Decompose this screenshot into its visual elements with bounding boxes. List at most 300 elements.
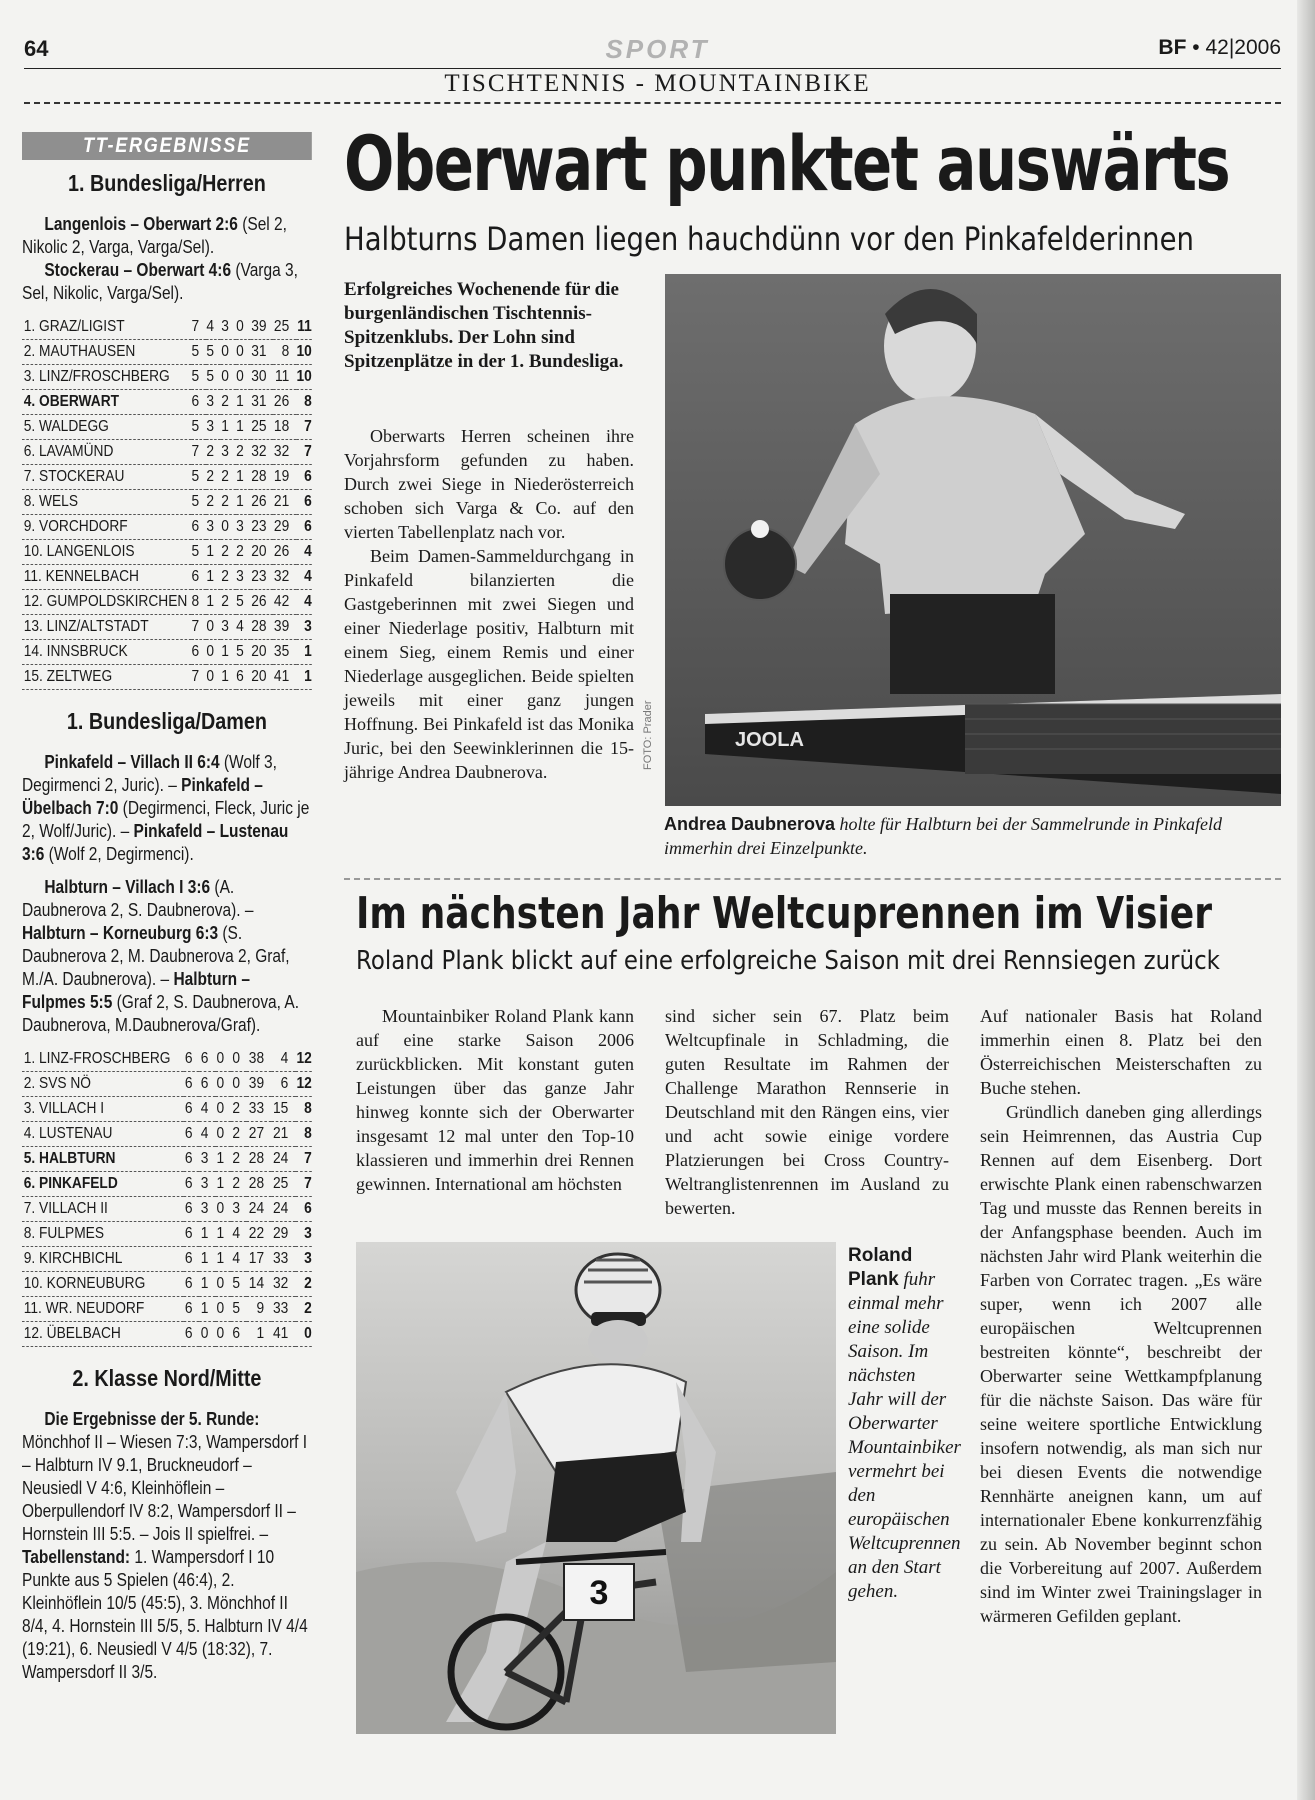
table-row (22, 340, 312, 365)
sets-lost-cell: 29 (271, 1222, 295, 1247)
damen-heading: 1. Bundesliga/Damen (66, 708, 267, 734)
games-cell: 5 (191, 490, 206, 515)
sets-lost-cell: 33 (271, 1247, 295, 1272)
points-cell: 2 (295, 1272, 312, 1297)
article2-column-2 (665, 1004, 949, 1220)
points-cell: 10 (296, 340, 312, 365)
results-badge: TT-ERGEBNISSE (22, 132, 312, 160)
table-row (22, 1147, 312, 1172)
draws-cell: 0 (215, 1122, 231, 1147)
wins-cell: 1 (199, 1247, 215, 1272)
draws-cell: 2 (221, 540, 236, 565)
points-cell: 4 (296, 565, 312, 590)
table-row (22, 665, 312, 690)
draws-cell: 0 (221, 340, 236, 365)
points-cell: 6 (296, 490, 312, 515)
team-cell: 2. SVS NÖ (22, 1072, 184, 1097)
table-row (22, 1047, 312, 1072)
draws-cell: 0 (221, 365, 236, 390)
draws-cell: 2 (221, 390, 236, 415)
team-cell: 6. PINKAFELD (22, 1172, 184, 1197)
draws-cell: 1 (221, 665, 236, 690)
page-edge-shadow (1297, 0, 1315, 1800)
games-cell: 8 (191, 590, 206, 615)
article2-subheadline: Roland Plank blickt auf eine erfolgreiche Saison mit drei Rennsiegen zurück (356, 946, 1220, 976)
paragraph: sind sicher sein 67. Platz beim Weltcupfinale in Schladming, die guten Resultate im Rahmen der Challenge Marathon Rennserie in Deutschland mit den Rängen eins, vier und acht sowie einige vordere Platzierungen bei Cross Country-Weltranglistenrennen im Ausland zu bewerten. (665, 1006, 949, 1218)
match-result: Langenlois – Oberwart 2:6 (44, 214, 238, 234)
paragraph: Auf nationaler Basis hat Roland immerhin einen 8. Platz bei den Österreichischen Meisterschaften zu Buche stehen. (980, 1006, 1262, 1098)
points-cell: 12 (295, 1047, 312, 1072)
match-details: (Graf 2, S. Daubnerova, A. Daubnerova, M.Daubnerova/Graf). (22, 992, 300, 1035)
match-details: (Degirmenci, Fleck, Juric je 2, Wolf/Juric). – (22, 798, 310, 841)
match-result: Halbturn – Fulpmes 5:5 (22, 969, 250, 1012)
draws-cell: 1 (215, 1247, 231, 1272)
table-row (22, 440, 312, 465)
table-brand-text: JOOLA (735, 729, 804, 751)
losses-cell: 1 (236, 415, 251, 440)
table-row (22, 465, 312, 490)
losses-cell: 0 (231, 1072, 247, 1097)
wins-cell: 0 (206, 640, 221, 665)
draws-cell: 1 (215, 1147, 231, 1172)
losses-cell: 5 (236, 640, 251, 665)
losses-cell: 1 (236, 490, 251, 515)
sets-won-cell: 9 (247, 1297, 271, 1322)
article1-lead: Erfolgreiches Wochenende für die burgenländischen Tischtennis-Spitzenklubs. Der Lohn sind Spitzenplätze in der 1. Bundesliga. (344, 279, 624, 372)
sets-lost-cell: 32 (273, 440, 296, 465)
match-result: Halbturn – Villach I 3:6 (44, 877, 211, 897)
draws-cell: 0 (215, 1297, 231, 1322)
draws-cell: 1 (221, 640, 236, 665)
herren-heading: 1. Bundesliga/Herren (67, 170, 266, 196)
games-cell: 6 (184, 1197, 200, 1222)
sets-lost-cell: 29 (273, 515, 296, 540)
games-cell: 5 (191, 415, 206, 440)
team-cell: 2. MAUTHAUSEN (22, 340, 191, 365)
match-result: Pinkafeld – Übelbach 7:0 (22, 775, 263, 818)
match-result: Pinkafeld – Lustenau 3:6 (22, 821, 289, 864)
draws-cell: 3 (221, 615, 236, 640)
team-cell: 1. LINZ-FROSCHBERG (22, 1047, 184, 1072)
draws-cell: 1 (215, 1172, 231, 1197)
table-row (22, 1297, 312, 1322)
draws-cell: 3 (221, 315, 236, 340)
sets-lost-cell: 21 (271, 1122, 295, 1147)
article1-headline: Oberwart punktet auswärts (344, 119, 1230, 208)
table-row (22, 365, 312, 390)
photo-credit: FOTO: Prader (642, 700, 654, 770)
paragraph: Mountainbiker Roland Plank kann auf eine starke Saison 2006 zurückblicken. Mit konstant guten Leistungen über das ganze Jahr hinweg konnte sich der Oberwarter insgesamt 12 mal unter den Top-10 klassieren und immerhin drei Rennen gewinnen. International am höchsten (356, 1006, 634, 1194)
games-cell: 7 (191, 440, 206, 465)
losses-cell: 2 (231, 1147, 247, 1172)
match-result: Halbturn – Korneuburg 6:3 (22, 923, 219, 943)
games-cell: 7 (191, 615, 206, 640)
team-cell: 6. LAVAMÜND (22, 440, 191, 465)
table-row (22, 615, 312, 640)
sets-won-cell: 14 (247, 1272, 271, 1297)
wins-cell: 1 (206, 590, 221, 615)
sets-won-cell: 33 (247, 1097, 271, 1122)
games-cell: 5 (191, 540, 206, 565)
draws-cell: 1 (221, 415, 236, 440)
points-cell: 10 (296, 365, 312, 390)
sets-won-cell: 32 (251, 440, 274, 465)
team-cell: 14. INNSBRUCK (22, 640, 191, 665)
draws-cell: 0 (215, 1197, 231, 1222)
points-cell: 7 (295, 1172, 312, 1197)
wins-cell: 1 (199, 1272, 215, 1297)
team-cell: 5. WALDEGG (22, 415, 191, 440)
header-rule (24, 68, 1281, 69)
sets-won-cell: 24 (247, 1197, 271, 1222)
wins-cell: 3 (199, 1172, 215, 1197)
page-number: 64 (24, 36, 49, 61)
issue-separator: • (1192, 36, 1200, 59)
sets-won-cell: 20 (251, 540, 274, 565)
team-cell: 1. GRAZ/LIGIST (22, 315, 191, 340)
games-cell: 5 (191, 365, 206, 390)
team-cell: 12. ÜBELBACH (22, 1322, 184, 1347)
games-cell: 6 (184, 1222, 200, 1247)
points-cell: 1 (296, 665, 312, 690)
losses-cell: 3 (231, 1197, 247, 1222)
table-row (22, 1272, 312, 1297)
sets-lost-cell: 33 (271, 1297, 295, 1322)
round-results: Mönchhof II – Wiesen 7:3, Wampersdorf I – Halbturn IV 9.1, Bruckneudorf – Neusiedl V 4:6, Kleinhöflein – Oberpullendorf IV 8:2, Wampersdorf II – Hornstein III 5:5. – Jois II spielfrei. – (22, 1432, 308, 1544)
draws-cell: 0 (215, 1272, 231, 1297)
paragraph: Gründlich daneben ging allerdings sein Heimrennen, das Austria Cup Rennen auf dem Eisenberg. Dort erwischte Plank einen rabenschwarzen Tag und musste das Rennen bereits in der Anfangsphase beenden. Auch im nächsten Jahr wird Plank weiterhin die Farben von Corratec tragen. „Es wäre super, wenn ich 2007 alle europäischen Weltcuprennen bestreiten könnte“, beschreibt der Oberwarter seine Wettkampfplanung für die nächste Saison. Das wäre für seine weitere sportliche Entwicklung insofern notwendig, als man sich nur bei diesen Events die notwendige Rennhärte aneignen kann, um auf internationaler Ebene konkurrenzfähig zu sein. Ab November beginnt schon die Vorbereitung auf 2007. Außerdem sind im Winter zwei Trainingslager in wärmeren Gefilden geplant. (980, 1102, 1262, 1626)
games-cell: 6 (184, 1147, 200, 1172)
games-cell: 6 (191, 390, 206, 415)
table-row (22, 415, 312, 440)
table-row (22, 390, 312, 415)
wins-cell: 4 (199, 1097, 215, 1122)
points-cell: 3 (295, 1247, 312, 1272)
article2-column-1 (356, 1004, 634, 1196)
losses-cell: 1 (236, 390, 251, 415)
sets-lost-cell: 32 (273, 565, 296, 590)
wins-cell: 3 (199, 1197, 215, 1222)
draws-cell: 1 (215, 1222, 231, 1247)
games-cell: 5 (191, 340, 206, 365)
sets-won-cell: 39 (251, 315, 274, 340)
wins-cell: 3 (206, 390, 221, 415)
sets-won-cell: 31 (251, 340, 274, 365)
losses-cell: 4 (236, 615, 251, 640)
losses-cell: 4 (231, 1247, 247, 1272)
photo1-caption (664, 812, 1284, 860)
losses-cell: 5 (231, 1297, 247, 1322)
losses-cell: 5 (231, 1272, 247, 1297)
losses-cell: 3 (236, 565, 251, 590)
points-cell: 8 (295, 1097, 312, 1122)
sets-won-cell: 28 (247, 1147, 271, 1172)
sets-won-cell: 1 (247, 1322, 271, 1347)
points-cell: 12 (295, 1072, 312, 1097)
team-cell: 7. VILLACH II (22, 1197, 184, 1222)
match-details: (Sel 2, Nikolic 2, Varga, Varga/Sel). (22, 214, 287, 257)
team-cell: 10. LANGENLOIS (22, 540, 191, 565)
sets-lost-cell: 6 (271, 1072, 295, 1097)
caption-name: Andrea Daubnerova (664, 814, 836, 834)
table-row (22, 1097, 312, 1122)
sets-won-cell: 25 (251, 415, 274, 440)
sets-won-cell: 20 (251, 640, 274, 665)
points-cell: 7 (295, 1147, 312, 1172)
sets-won-cell: 28 (247, 1172, 271, 1197)
article1-subheadline: Halbturns Damen liegen hauchdünn vor den Pinkafelderinnen (344, 220, 1194, 258)
points-cell: 3 (295, 1222, 312, 1247)
sets-lost-cell: 24 (271, 1197, 295, 1222)
sets-lost-cell: 25 (273, 315, 296, 340)
team-cell: 3. LINZ/FROSCHBERG (22, 365, 191, 390)
team-cell: 15. ZELTWEG (22, 665, 191, 690)
team-cell: 9. KIRCHBICHL (22, 1247, 184, 1272)
match-details: (S. Daubnerova 2, M. Daubnerova 2, Graf, M./A. Daubnerova). – (22, 923, 290, 989)
games-cell: 6 (184, 1047, 200, 1072)
losses-cell: 6 (236, 665, 251, 690)
table-row (22, 1322, 312, 1347)
issue-info (1158, 36, 1281, 60)
wins-cell: 1 (206, 565, 221, 590)
games-cell: 6 (184, 1172, 200, 1197)
losses-cell: 0 (236, 340, 251, 365)
wins-cell: 3 (206, 415, 221, 440)
sets-won-cell: 30 (251, 365, 274, 390)
games-cell: 6 (184, 1322, 200, 1347)
match-details: (Wolf 2, Degirmenci). (44, 844, 194, 864)
team-cell: 4. LUSTENAU (22, 1122, 184, 1147)
table-row (22, 590, 312, 615)
issue-brand: BF (1158, 36, 1187, 59)
paragraph: Beim Damen-Sammeldurchgang in Pinkafeld bilanzierten die Gastgeberinnen mit zwei Siegen und einer Niederlage positiv, Halbturn mit einem Sieg, einem Remis und einer Niederlage ausgeglichen. Beide spielten jeweils mit einer ganz jungen Hoffnung. Bei Pinkafeld ist das Monika Juric, bei den Seewinklerinnen die 15-jährige Andrea Daubnerova. (344, 546, 634, 782)
sets-lost-cell: 11 (273, 365, 296, 390)
points-cell: 4 (296, 540, 312, 565)
team-cell: 8. FULPMES (22, 1222, 184, 1247)
losses-cell: 2 (231, 1122, 247, 1147)
sets-lost-cell: 42 (273, 590, 296, 615)
sets-won-cell: 17 (247, 1247, 271, 1272)
points-cell: 7 (296, 415, 312, 440)
article2-column-3 (980, 1004, 1262, 1628)
draws-cell: 2 (221, 565, 236, 590)
bib-number: 3 (589, 1574, 609, 1612)
team-cell: 3. VILLACH I (22, 1097, 184, 1122)
draws-cell: 2 (221, 590, 236, 615)
match-details: (Varga 3, Sel, Nikolic, Varga/Sel). (22, 260, 298, 303)
team-cell: 4. OBERWART (22, 390, 191, 415)
sets-won-cell: 38 (247, 1047, 271, 1072)
team-cell: 9. VORCHDORF (22, 515, 191, 540)
caption-name: Plank (848, 1269, 899, 1290)
standings-text: 1. Wampersdorf I 10 Punkte aus 5 Spielen (46:4), 2. Kleinhöflein 10/5 (45:5), 3. Mönchhof II 8/4, 4. Hornstein III 5/5, 5. Halbturn IV 4/4 (19:21), 6. Neusiedl V 4/5 (18:32), 7. Wampersdorf II 3/5. (22, 1547, 308, 1682)
losses-cell: 3 (236, 515, 251, 540)
sets-lost-cell: 19 (273, 465, 296, 490)
table-row (22, 1222, 312, 1247)
wins-cell: 0 (206, 665, 221, 690)
team-cell: 8. WELS (22, 490, 191, 515)
damen-standings-table (22, 1047, 312, 1347)
losses-cell: 2 (236, 440, 251, 465)
sets-lost-cell: 4 (271, 1047, 295, 1072)
sets-lost-cell: 26 (273, 390, 296, 415)
points-cell: 8 (296, 390, 312, 415)
wins-cell: 6 (199, 1072, 215, 1097)
wins-cell: 5 (206, 365, 221, 390)
team-cell: 13. LINZ/ALTSTADT (22, 615, 191, 640)
table-row (22, 565, 312, 590)
wins-cell: 2 (206, 440, 221, 465)
match-result: Pinkafeld – Villach II 6:4 (44, 752, 220, 772)
wins-cell: 1 (199, 1222, 215, 1247)
sets-won-cell: 28 (251, 465, 274, 490)
table-row (22, 1172, 312, 1197)
table-row (22, 1247, 312, 1272)
herren-standings-table (22, 315, 312, 690)
sets-lost-cell: 39 (273, 615, 296, 640)
losses-cell: 0 (231, 1047, 247, 1072)
games-cell: 6 (191, 565, 206, 590)
wins-cell: 2 (206, 490, 221, 515)
games-cell: 6 (184, 1272, 200, 1297)
sets-won-cell: 26 (251, 490, 274, 515)
points-cell: 6 (296, 515, 312, 540)
pinkafeld-results (22, 751, 312, 866)
sets-won-cell: 26 (251, 590, 274, 615)
sets-lost-cell: 25 (271, 1172, 295, 1197)
mountainbike-photo (356, 1242, 836, 1734)
photo2-caption (848, 1244, 961, 1604)
wins-cell: 4 (206, 315, 221, 340)
draws-cell: 0 (215, 1072, 231, 1097)
results-intro: Die Ergebnisse der 5. Runde: (44, 1409, 260, 1429)
sets-lost-cell: 32 (271, 1272, 295, 1297)
sets-won-cell: 22 (247, 1222, 271, 1247)
losses-cell: 0 (236, 315, 251, 340)
draws-cell: 2 (221, 465, 236, 490)
sets-won-cell: 20 (251, 665, 274, 690)
points-cell: 7 (296, 440, 312, 465)
games-cell: 6 (184, 1072, 200, 1097)
games-cell: 7 (191, 315, 206, 340)
losses-cell: 2 (231, 1097, 247, 1122)
sets-won-cell: 31 (251, 390, 274, 415)
games-cell: 6 (184, 1247, 200, 1272)
games-cell: 5 (191, 465, 206, 490)
team-cell: 11. WR. NEUDORF (22, 1297, 184, 1322)
wins-cell: 6 (199, 1047, 215, 1072)
points-cell: 6 (296, 465, 312, 490)
standings-label: Tabellenstand: (22, 1547, 131, 1567)
wins-cell: 0 (199, 1322, 215, 1347)
caption-name: Roland (848, 1245, 913, 1266)
wins-cell: 5 (206, 340, 221, 365)
table-row (22, 640, 312, 665)
losses-cell: 2 (236, 540, 251, 565)
match-result: Stockerau – Oberwart 4:6 (44, 260, 232, 280)
losses-cell: 6 (231, 1322, 247, 1347)
sets-lost-cell: 41 (273, 665, 296, 690)
table-row (22, 315, 312, 340)
sets-lost-cell: 21 (273, 490, 296, 515)
team-cell: 7. STOCKERAU (22, 465, 191, 490)
losses-cell: 4 (231, 1222, 247, 1247)
article2-headline: Im nächsten Jahr Weltcuprennen im Visier (356, 888, 1213, 939)
points-cell: 0 (295, 1322, 312, 1347)
klasse-heading: 2. Klasse Nord/Mitte (72, 1365, 262, 1391)
section-label: SPORT (605, 34, 710, 64)
games-cell: 6 (184, 1122, 200, 1147)
klasse-results (22, 1408, 312, 1684)
sets-lost-cell: 24 (271, 1147, 295, 1172)
points-cell: 6 (295, 1197, 312, 1222)
table-row (22, 540, 312, 565)
table-row (22, 490, 312, 515)
points-cell: 8 (295, 1122, 312, 1147)
wins-cell: 2 (206, 465, 221, 490)
table-row (22, 1122, 312, 1147)
wins-cell: 3 (199, 1147, 215, 1172)
sets-won-cell: 39 (247, 1072, 271, 1097)
team-cell: 11. KENNELBACH (22, 565, 191, 590)
draws-cell: 0 (215, 1047, 231, 1072)
wins-cell: 0 (206, 615, 221, 640)
halbturn-results (22, 876, 312, 1037)
table-row (22, 1072, 312, 1097)
match-details: (Wolf 3, Degirmenci 2, Juric). – (22, 752, 277, 795)
games-cell: 6 (184, 1297, 200, 1322)
table-tennis-photo (665, 274, 1281, 806)
article1-body (344, 424, 634, 784)
table-row (22, 515, 312, 540)
wins-cell: 1 (199, 1297, 215, 1322)
points-cell: 1 (296, 640, 312, 665)
draws-cell: 0 (215, 1322, 231, 1347)
draws-cell: 2 (221, 490, 236, 515)
games-cell: 6 (191, 640, 206, 665)
sets-lost-cell: 15 (271, 1097, 295, 1122)
team-cell: 12. GUMPOLDSKIRCHEN (22, 590, 191, 615)
losses-cell: 0 (236, 365, 251, 390)
sets-lost-cell: 35 (273, 640, 296, 665)
caption-text: holte für Halbturn bei der Sammelrunde in Pinkafeld immerhin drei Einzelpunkte. (664, 814, 1222, 858)
sets-lost-cell: 41 (271, 1322, 295, 1347)
team-cell: 5. HALBTURN (22, 1147, 184, 1172)
games-cell: 7 (191, 665, 206, 690)
games-cell: 6 (184, 1097, 200, 1122)
wins-cell: 4 (199, 1122, 215, 1147)
losses-cell: 5 (236, 590, 251, 615)
games-cell: 6 (191, 515, 206, 540)
sets-won-cell: 27 (247, 1122, 271, 1147)
points-cell: 2 (295, 1297, 312, 1322)
losses-cell: 1 (236, 465, 251, 490)
wins-cell: 3 (206, 515, 221, 540)
team-cell: 10. KORNEUBURG (22, 1272, 184, 1297)
sets-lost-cell: 18 (273, 415, 296, 440)
sets-lost-cell: 26 (273, 540, 296, 565)
draws-cell: 3 (221, 440, 236, 465)
sets-lost-cell: 8 (273, 340, 296, 365)
sets-won-cell: 23 (251, 565, 274, 590)
caption-text: fuhr einmal mehr eine solide Saison. Im nächsten Jahr will der Oberwarter Mountainbiker vermehrt bei den europäischen Weltcuprennen an den Start gehen. (848, 1269, 961, 1602)
article-divider (344, 878, 1281, 880)
results-sidebar (22, 132, 312, 1694)
sets-won-cell: 23 (251, 515, 274, 540)
points-cell: 3 (296, 615, 312, 640)
herren-matches (22, 213, 312, 305)
header-dashed-divider (24, 102, 1281, 104)
